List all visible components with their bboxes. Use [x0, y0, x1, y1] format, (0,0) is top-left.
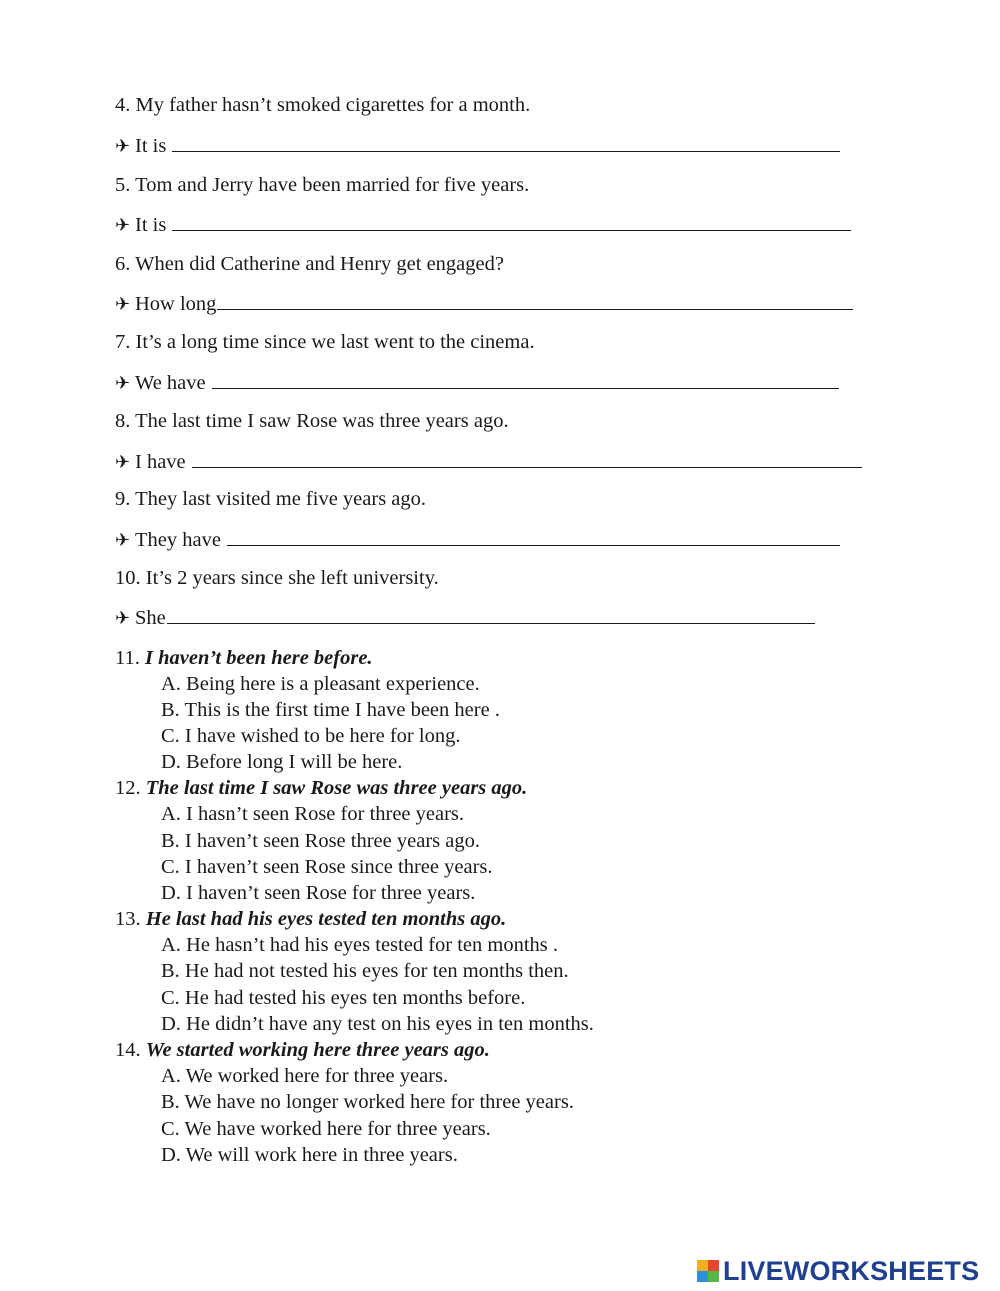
logo-mark-square	[697, 1260, 708, 1271]
airplane-arrow-icon: ✈	[115, 215, 131, 236]
answer-option[interactable]: C. I haven’t seen Rose since three years.	[161, 856, 493, 878]
airplane-arrow-icon: ✈	[115, 294, 131, 315]
answer-option[interactable]: A. He hasn’t had his eyes tested for ten months .	[161, 934, 559, 956]
logo-text: LIVEWORKSHEETS	[723, 1255, 980, 1286]
question-stem: The last time I saw Rose was three years ago.	[145, 777, 528, 799]
answer-starter: How long	[135, 293, 217, 315]
question-prompt: 5. Tom and Jerry have been married for five years.	[115, 174, 530, 196]
answer-starter: She	[135, 607, 166, 629]
logo-mark-square	[708, 1271, 719, 1282]
answer-starter: They have	[135, 529, 221, 551]
airplane-arrow-icon: ✈	[115, 608, 131, 629]
airplane-arrow-icon: ✈	[115, 452, 131, 473]
answer-row	[115, 370, 839, 396]
logo-mark-square	[697, 1271, 708, 1282]
answer-blank[interactable]	[167, 605, 815, 624]
answer-option[interactable]: D. I haven’t seen Rose for three years.	[161, 882, 476, 904]
question-prompt: 9. They last visited me five years ago.	[115, 488, 427, 510]
answer-starter: I have	[135, 451, 186, 473]
mc-question-stem-row	[115, 646, 373, 670]
answer-row	[115, 449, 862, 475]
liveworksheets-mark-icon	[697, 1260, 719, 1282]
airplane-arrow-icon: ✈	[115, 136, 131, 157]
question-prompt: 6. When did Catherine and Henry get engaged?	[115, 253, 504, 275]
answer-option[interactable]: C. We have worked here for three years.	[161, 1118, 491, 1140]
airplane-arrow-icon: ✈	[115, 373, 131, 394]
logo-mark-square	[708, 1260, 719, 1271]
question-prompt: 7. It’s a long time since we last went to the cinema.	[115, 331, 535, 353]
answer-option[interactable]: B. This is the first time I have been here .	[161, 699, 500, 721]
answer-row	[115, 212, 851, 238]
question-stem: We started working here three years ago.	[145, 1039, 490, 1061]
question-prompt: 8. The last time I saw Rose was three years ago.	[115, 410, 509, 432]
answer-option[interactable]: A. I hasn’t seen Rose for three years.	[161, 803, 465, 825]
answer-starter: We have	[135, 372, 206, 394]
answer-blank[interactable]	[227, 527, 840, 546]
question-prompt: 4. My father hasn’t smoked cigarettes for a month.	[115, 94, 531, 116]
answer-option[interactable]: A. We worked here for three years.	[161, 1065, 449, 1087]
question-stem: I haven’t been here before.	[145, 647, 373, 669]
answer-starter: It is	[135, 214, 167, 236]
answer-blank[interactable]	[212, 370, 839, 389]
question-prompt: 10. It’s 2 years since she left university.	[115, 567, 439, 589]
answer-blank[interactable]	[172, 133, 840, 152]
question-number: 11.	[115, 647, 140, 669]
answer-starter: It is	[135, 135, 167, 157]
answer-option[interactable]: D. We will work here in three years.	[161, 1144, 458, 1166]
answer-option[interactable]: B. He had not tested his eyes for ten months then.	[161, 960, 569, 982]
answer-option[interactable]: C. I have wished to be here for long.	[161, 725, 461, 747]
answer-row	[115, 133, 840, 159]
answer-row	[115, 291, 853, 317]
answer-row	[115, 527, 840, 553]
answer-option[interactable]: C. He had tested his eyes ten months before.	[161, 987, 526, 1009]
answer-option[interactable]: B. I haven’t seen Rose three years ago.	[161, 830, 480, 852]
answer-blank[interactable]	[172, 212, 851, 231]
answer-option[interactable]: B. We have no longer worked here for three years.	[161, 1091, 574, 1113]
answer-option[interactable]: D. Before long I will be here.	[161, 751, 403, 773]
airplane-arrow-icon: ✈	[115, 530, 131, 551]
answer-option[interactable]: D. He didn’t have any test on his eyes in ten months.	[161, 1013, 594, 1035]
answer-option[interactable]: A. Being here is a pleasant experience.	[161, 673, 480, 695]
mc-question-stem-row	[115, 907, 506, 931]
question-number: 12.	[115, 777, 141, 799]
answer-blank[interactable]	[192, 449, 862, 468]
answer-blank[interactable]	[217, 291, 853, 310]
question-number: 14.	[115, 1039, 141, 1061]
liveworksheets-logo[interactable]	[697, 1256, 979, 1286]
question-number: 13.	[115, 908, 141, 930]
answer-row	[115, 605, 815, 631]
question-stem: He last had his eyes tested ten months ago.	[145, 908, 507, 930]
mc-question-stem-row	[115, 776, 527, 800]
mc-question-stem-row	[115, 1038, 490, 1062]
